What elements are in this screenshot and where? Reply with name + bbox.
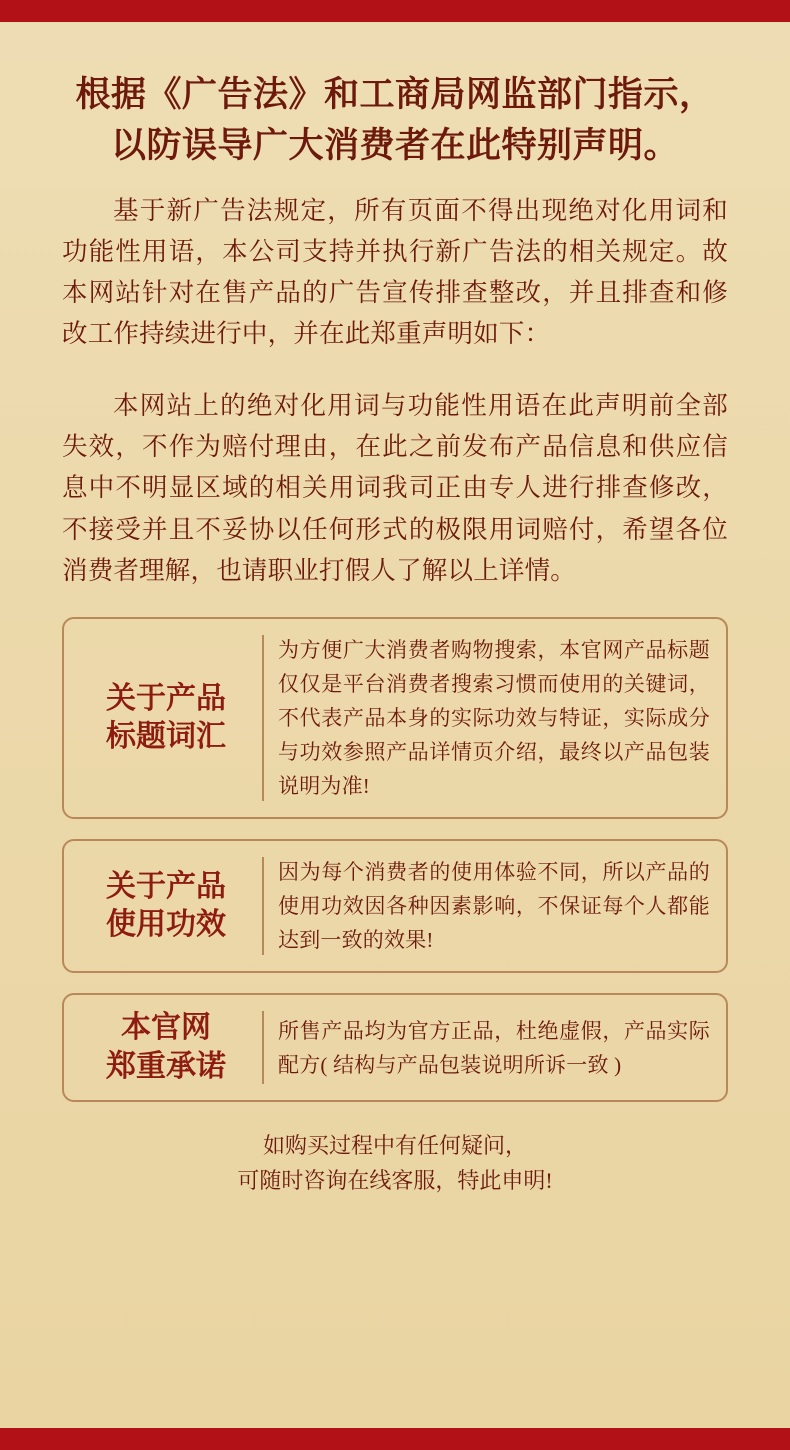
intro-paragraph-1: 基于新广告法规定，所有页面不得出现绝对化用词和功能性用语，本公司支持并执行新广告法的相关规定。故本网站针对在售产品的广告宣传排查整改，并且排查和修改工作持续进行中，并在此郑重声明如下： [62,195,728,349]
statement-card [62,839,728,973]
card-title-line-1: 关于产品 [106,681,226,715]
intro-paragraph-2: 本网站上的绝对化用词与功能性用语在此声明前全部失效，不作为赔付理由，在此之前发布产品信息和供应信息中不明显区域的相关用词我司正由专人进行排查修改，不接受并且不妥协以任何形式的极限用词赔付，希望各位消费者理解，也请职业打假人了解以上详情。 [62,390,728,585]
card-body: 因为每个消费者的使用体验不同，所以产品的使用功效因各种因素影响，不保证每个人都能达到一致的效果! [278,860,710,953]
card-title [74,1009,258,1086]
card-title-line-1: 本官网 [121,1011,211,1045]
page-title-line-2: 以防误导广大消费者在此特别声明。 [110,125,679,165]
statement-card-list [62,617,728,1102]
card-title [74,855,258,957]
card-title-line-2: 使用功效 [106,908,226,942]
top-accent-bar [0,0,790,22]
page-content [0,22,790,1428]
footer-note [62,1128,728,1198]
footer-line-1: 如购买过程中有任何疑问， [262,1133,527,1159]
card-divider [262,857,264,955]
footer-line-2: 可随时咨询在线客服，特此申明! [237,1168,553,1194]
statement-card [62,993,728,1102]
card-title-line-2: 郑重承诺 [106,1049,226,1083]
page-title-line-1: 根据《广告法》和工商局网监部门指示， [75,75,715,114]
card-body: 所售产品均为官方正品，杜绝虚假，产品实际配方( 结构与产品包装说明所诉一致 ) [278,1018,710,1077]
card-title-line-2: 标题词汇 [106,720,226,754]
card-title-line-1: 关于产品 [106,869,226,903]
card-divider [262,635,264,801]
card-title [74,633,258,803]
card-body: 为方便广大消费者购物搜索，本官网产品标题仅仅是平台消费者搜索习惯而使用的关键词，不代表产品本身的实际功效与特证，实际成分与功效参照产品详情页介绍，最终以产品包装说明为准! [278,638,710,799]
bottom-accent-bar [0,1428,790,1450]
page-title [62,70,728,172]
card-divider [262,1011,264,1084]
statement-card [62,617,728,819]
